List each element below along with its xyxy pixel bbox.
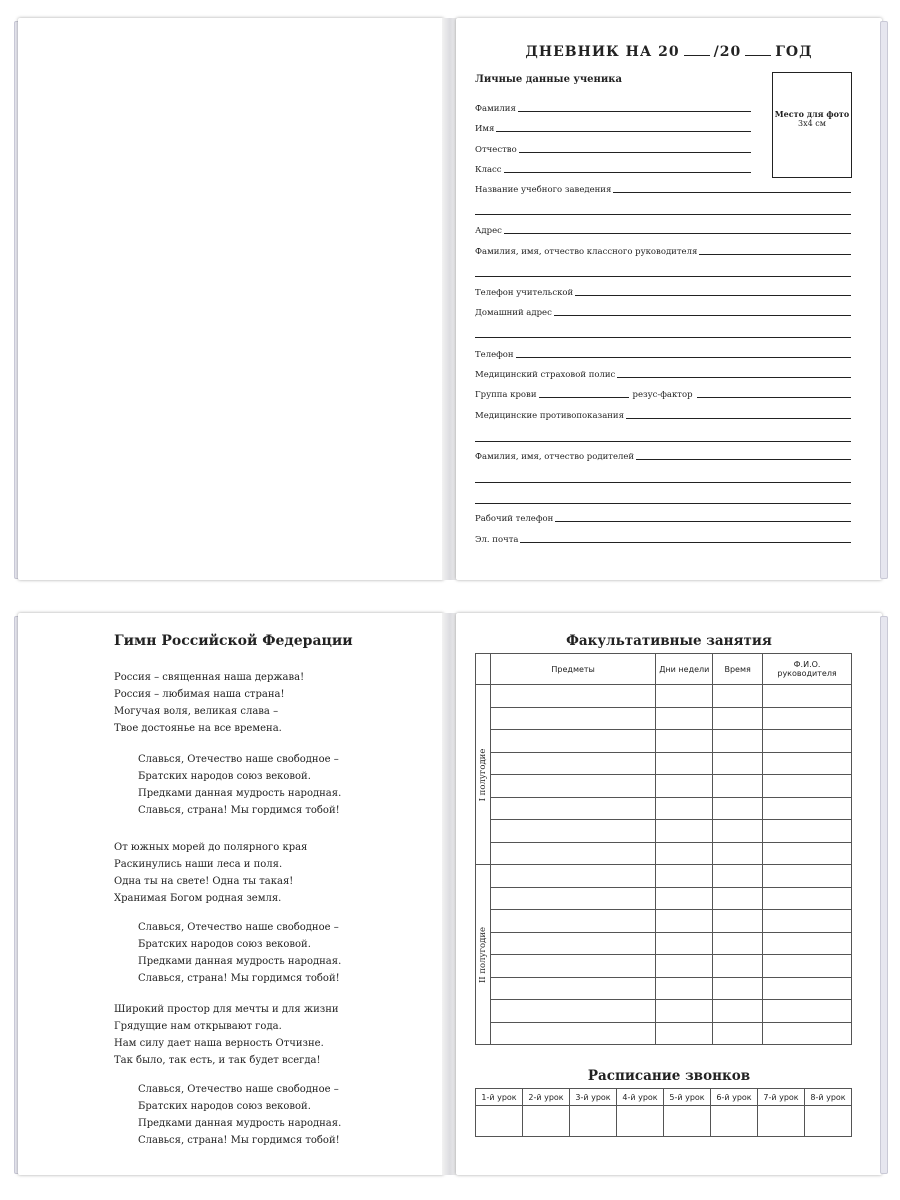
electives-cell[interactable]	[490, 842, 655, 865]
diary-title-middle: /20	[713, 44, 742, 60]
top-spread	[14, 18, 886, 588]
diary-title-suffix: ГОД	[775, 44, 813, 60]
electives-cell[interactable]	[763, 707, 852, 730]
address-field[interactable]	[475, 222, 851, 236]
contraindications-field[interactable]	[475, 407, 851, 421]
electives-cell[interactable]	[763, 977, 852, 1000]
electives-cell[interactable]	[763, 1022, 852, 1045]
electives-table	[475, 653, 852, 1045]
electives-cell[interactable]	[763, 730, 852, 753]
anthem-chorus	[138, 919, 341, 987]
electives-cell[interactable]	[656, 1022, 713, 1045]
anthem-line: Могучая воля, великая слава –	[114, 706, 279, 717]
bells-time-cell[interactable]	[711, 1106, 758, 1137]
email-field[interactable]	[475, 531, 851, 545]
school-extra-line[interactable]	[475, 214, 851, 215]
photo-size: 3x4 см	[798, 119, 826, 128]
anthem-line: Предками данная мудрость народная.	[138, 956, 342, 967]
electives-row	[476, 797, 852, 820]
diary-title	[456, 44, 882, 60]
home-address-label: Домашний адрес	[475, 308, 552, 318]
electives-cell[interactable]	[490, 910, 655, 933]
electives-cell[interactable]	[490, 730, 655, 753]
bells-time-cell[interactable]	[758, 1106, 805, 1137]
electives-row	[476, 865, 852, 888]
anthem-line: Предками данная мудрость народная.	[138, 788, 342, 799]
electives-cell[interactable]	[763, 865, 852, 888]
electives-cell[interactable]	[763, 910, 852, 933]
work-phone-label: Рабочий телефон	[475, 514, 554, 524]
electives-cell[interactable]	[713, 910, 763, 933]
electives-cell[interactable]	[713, 1000, 763, 1023]
electives-cell[interactable]	[656, 820, 713, 843]
electives-cell[interactable]	[713, 977, 763, 1000]
bells-lesson-label: 8-й урок	[805, 1089, 852, 1106]
electives-cell[interactable]	[656, 752, 713, 775]
electives-cell[interactable]	[656, 775, 713, 798]
anthem-line: Славься, страна! Мы гордимся тобой!	[138, 805, 340, 816]
electives-cell[interactable]	[713, 685, 763, 708]
electives-cell[interactable]	[763, 1000, 852, 1023]
bells-time-cell[interactable]	[570, 1106, 617, 1137]
electives-cell[interactable]	[656, 932, 713, 955]
electives-cell[interactable]	[656, 910, 713, 933]
parents-label: Фамилия, имя, отчество родителей	[475, 452, 635, 462]
anthem-line: Братских народов союз вековой.	[138, 1101, 311, 1112]
bells-time-cell[interactable]	[805, 1106, 852, 1137]
semester-label-cell	[476, 685, 491, 865]
electives-cell[interactable]	[656, 865, 713, 888]
electives-cell[interactable]	[656, 707, 713, 730]
semester-label: I полугодие	[477, 748, 488, 801]
col-supervisor: Ф.И.О. руководителя	[763, 654, 852, 685]
electives-row	[476, 932, 852, 955]
col-time: Время	[713, 654, 763, 685]
electives-cell[interactable]	[656, 797, 713, 820]
electives-cell[interactable]	[490, 1022, 655, 1045]
blank-page	[18, 18, 444, 580]
parents-extra-line-2[interactable]	[475, 503, 851, 504]
name-label: Имя	[475, 124, 495, 134]
anthem-title: Гимн Российской Федерации	[114, 633, 353, 649]
anthem-line: Славься, страна! Мы гордимся тобой!	[138, 973, 340, 984]
electives-cell[interactable]	[763, 752, 852, 775]
anthem-line: Предками данная мудрость народная.	[138, 1118, 342, 1129]
contraindications-label: Медицинские противопоказания	[475, 411, 624, 421]
teachers-phone-field[interactable]	[475, 284, 851, 298]
anthem-line: Грядущие нам открывают года.	[114, 1021, 282, 1032]
home-address-extra-line[interactable]	[475, 337, 851, 338]
photo-placeholder	[772, 72, 852, 178]
electives-cell[interactable]	[713, 887, 763, 910]
corner-cell	[476, 654, 491, 685]
electives-cell[interactable]	[713, 842, 763, 865]
electives-row	[476, 707, 852, 730]
anthem-line: Славься, Отечество наше свободное –	[138, 922, 339, 933]
electives-cell[interactable]	[763, 820, 852, 843]
anthem-verse	[114, 1001, 339, 1069]
electives-page	[456, 613, 882, 1175]
bells-lesson-label: 3-й урок	[570, 1089, 617, 1106]
home-address-field[interactable]	[475, 304, 851, 318]
name-field[interactable]	[475, 120, 751, 134]
anthem-line: Широкий простор для мечты и для жизни	[114, 1004, 339, 1015]
anthem-line: Твое достоянье на все времена.	[114, 723, 282, 734]
patronymic-label: Отчество	[475, 145, 517, 155]
electives-cell[interactable]	[713, 797, 763, 820]
electives-cell[interactable]	[490, 775, 655, 798]
anthem-chorus	[138, 1081, 341, 1149]
anthem-line: Братских народов союз вековой.	[138, 771, 311, 782]
electives-cell[interactable]	[490, 707, 655, 730]
electives-cell[interactable]	[490, 977, 655, 1000]
bells-header-row	[476, 1089, 852, 1106]
anthem-line: Россия – любимая наша страна!	[114, 689, 285, 700]
electives-cell[interactable]	[656, 1000, 713, 1023]
anthem-line: Хранимая Богом родная земля.	[114, 893, 282, 904]
insurance-field[interactable]	[475, 366, 851, 380]
electives-cell[interactable]	[763, 797, 852, 820]
electives-cell[interactable]	[713, 775, 763, 798]
electives-row	[476, 1000, 852, 1023]
class-label: Класс	[475, 165, 502, 175]
electives-row	[476, 977, 852, 1000]
electives-cell[interactable]	[713, 707, 763, 730]
bells-table	[475, 1088, 852, 1137]
surname-field[interactable]	[475, 100, 751, 114]
anthem-verse	[114, 839, 307, 907]
anthem-page	[18, 613, 444, 1175]
phone-label: Телефон	[475, 350, 514, 360]
anthem-line: От южных морей до полярного края	[114, 842, 308, 853]
electives-row	[476, 775, 852, 798]
contraindications-extra-line[interactable]	[475, 441, 851, 442]
electives-cell[interactable]	[656, 887, 713, 910]
anthem-line: Раскинулись наши леса и поля.	[114, 859, 283, 870]
bells-lesson-label: 5-й урок	[664, 1089, 711, 1106]
electives-cell[interactable]	[713, 730, 763, 753]
bells-time-cell[interactable]	[523, 1106, 570, 1137]
photo-label: Место для фото	[774, 109, 850, 119]
rh-factor-label: резус-фактор	[632, 390, 693, 400]
class-field[interactable]	[475, 161, 751, 175]
electives-row	[476, 887, 852, 910]
parents-field[interactable]	[475, 448, 851, 462]
email-label: Эл. почта	[475, 535, 519, 545]
semester-label: II полугодие	[477, 926, 488, 983]
bells-time-cell[interactable]	[617, 1106, 664, 1137]
electives-cell[interactable]	[763, 932, 852, 955]
insurance-label: Медицинский страховой полис	[475, 370, 616, 380]
electives-cell[interactable]	[490, 1000, 655, 1023]
electives-cell[interactable]	[713, 752, 763, 775]
electives-header-row	[476, 654, 852, 685]
electives-cell[interactable]	[490, 797, 655, 820]
bells-time-cell[interactable]	[664, 1106, 711, 1137]
electives-cell[interactable]	[490, 865, 655, 888]
diary-title-prefix: ДНЕВНИК НА 20	[525, 44, 680, 60]
electives-cell[interactable]	[490, 752, 655, 775]
electives-cell[interactable]	[490, 820, 655, 843]
anthem-line: Славься, страна! Мы гордимся тобой!	[138, 1135, 340, 1146]
electives-cell[interactable]	[763, 887, 852, 910]
page-edge-right	[880, 21, 888, 579]
electives-cell[interactable]	[656, 730, 713, 753]
anthem-line: Так было, так есть, и так будет всегда!	[114, 1055, 321, 1066]
electives-row	[476, 910, 852, 933]
anthem-line: Славься, Отечество наше свободное –	[138, 1084, 339, 1095]
teacher-field[interactable]	[475, 243, 851, 257]
electives-cell[interactable]	[656, 685, 713, 708]
teachers-phone-label: Телефон учительской	[475, 288, 574, 298]
electives-cell[interactable]	[763, 955, 852, 978]
page-edge-right	[880, 616, 888, 1174]
anthem-line: Россия – священная наша держава!	[114, 672, 305, 683]
col-subjects: Предметы	[490, 654, 655, 685]
electives-title: Факультативные занятия	[566, 633, 772, 649]
electives-cell[interactable]	[763, 775, 852, 798]
bells-lesson-label: 2-й урок	[523, 1089, 570, 1106]
electives-cell[interactable]	[763, 842, 852, 865]
electives-cell[interactable]	[763, 685, 852, 708]
electives-body	[476, 685, 852, 1045]
col-weekdays: Дни недели	[656, 654, 713, 685]
electives-row	[476, 1022, 852, 1045]
anthem-line: Одна ты на свете! Одна ты такая!	[114, 876, 294, 887]
anthem-line: Славься, Отечество наше свободное –	[138, 754, 339, 765]
school-field[interactable]	[475, 181, 851, 195]
electives-cell[interactable]	[713, 820, 763, 843]
bells-lesson-label: 1-й урок	[476, 1089, 523, 1106]
teacher-extra-line[interactable]	[475, 276, 851, 277]
anthem-verse	[114, 669, 304, 737]
anthem-line: Нам силу дает наша верность Отчизне.	[114, 1038, 324, 1049]
electives-row	[476, 842, 852, 865]
bells-lesson-label: 7-й урок	[758, 1089, 805, 1106]
blood-group-label: Группа крови	[475, 390, 537, 400]
electives-cell[interactable]	[656, 955, 713, 978]
parents-extra-line-1[interactable]	[475, 482, 851, 483]
phone-field[interactable]	[475, 346, 851, 360]
bells-values-row	[476, 1106, 852, 1137]
electives-row	[476, 730, 852, 753]
electives-cell[interactable]	[713, 955, 763, 978]
semester-label-cell	[476, 865, 491, 1045]
electives-cell[interactable]	[490, 955, 655, 978]
school-label: Название учебного заведения	[475, 185, 612, 195]
electives-row	[476, 820, 852, 843]
surname-label: Фамилия	[475, 104, 516, 114]
patronymic-field[interactable]	[475, 141, 751, 155]
electives-cell[interactable]	[490, 685, 655, 708]
electives-cell[interactable]	[490, 887, 655, 910]
electives-row	[476, 685, 852, 708]
anthem-chorus	[138, 751, 341, 819]
bells-time-cell[interactable]	[476, 1106, 523, 1137]
electives-row	[476, 955, 852, 978]
electives-row	[476, 752, 852, 775]
electives-cell[interactable]	[713, 932, 763, 955]
electives-cell[interactable]	[713, 865, 763, 888]
bottom-spread	[14, 613, 886, 1183]
teacher-label: Фамилия, имя, отчество классного руководителя	[475, 247, 698, 257]
electives-cell[interactable]	[713, 1022, 763, 1045]
work-phone-field[interactable]	[475, 510, 851, 524]
bells-lesson-label: 6-й урок	[711, 1089, 758, 1106]
bells-title: Расписание звонков	[587, 1068, 751, 1084]
bells-lesson-label: 4-й урок	[617, 1089, 664, 1106]
anthem-line: Братских народов союз вековой.	[138, 939, 311, 950]
blood-group-field[interactable]	[475, 386, 851, 400]
electives-cell[interactable]	[656, 842, 713, 865]
section-heading: Личные данные ученика	[475, 74, 622, 85]
address-label: Адрес	[475, 226, 502, 236]
electives-cell[interactable]	[656, 977, 713, 1000]
personal-data-page	[456, 18, 882, 580]
electives-cell[interactable]	[490, 932, 655, 955]
